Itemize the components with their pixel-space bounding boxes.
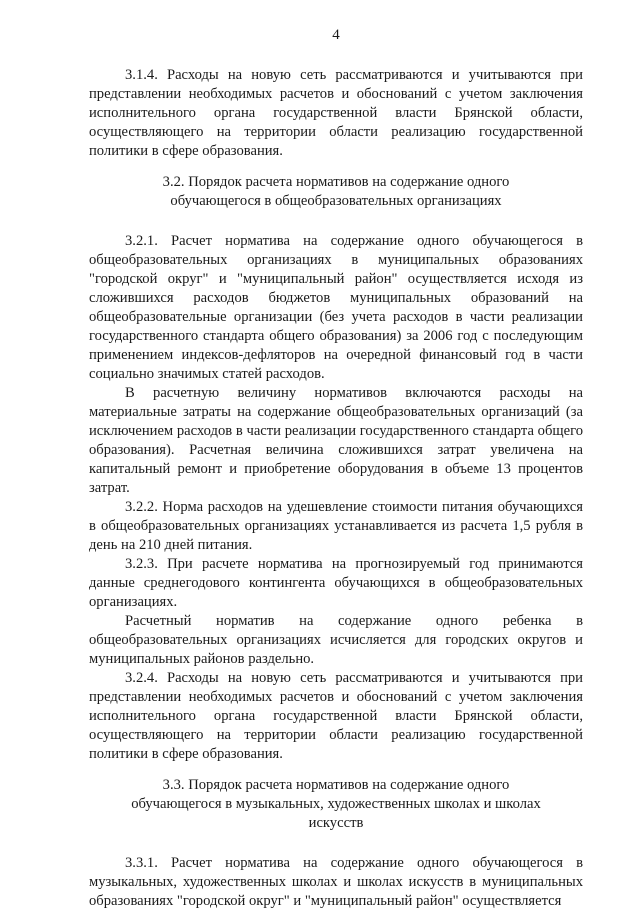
paragraph-3-2-1: 3.2.1. Расчет норматива на содержание одного обучающегося в общеобразовательных организациях в муниципальных образованиях "городской округ" и "муниципальный район" осуществляется исходя из сложившихся расходов бюджетов муниципальных образований на общеобразовательные организации (без учета расходов в части реализации государственного стандарта общего образования) за 2006 год с последующим применением индексов-дефляторов на очередной финансовый год в части социально значимых статей расходов. xyxy=(89,233,583,382)
paragraph-3-2-3: 3.2.3. При расчете норматива на прогнозируемый год принимаются данные среднегодового контингента обучающихся в общеобразовательных организациях. xyxy=(89,556,583,610)
document-page xyxy=(89,26,583,911)
paragraph-calc-norm: Расчетный норматив на содержание одного ребенка в общеобразовательных организациях исчисляется для городских округов и муниципальных районов раздельно. xyxy=(89,613,583,667)
paragraph-3-1-4: 3.1.4. Расходы на новую сеть рассматриваются и учитываются при представлении необходимых расчетов и обоснований с учетом заключения исполнительного органа государственной власти Брянской области, осуществляющего на территории области реализацию государственной политики в сфере образования. xyxy=(89,67,583,159)
paragraph-3-2-4: 3.2.4. Расходы на новую сеть рассматриваются и учитываются при представлении необходимых расчетов и обоснований с учетом заключения исполнительного органа государственной власти Брянской области, осуществляющего на территории области реализацию государственной политики в сфере образования. xyxy=(89,670,583,762)
paragraph-calc-value: В расчетную величину нормативов включаются расходы на материальные затраты на содержание общеобразовательных организаций (за исключением расходов в части реализации государственного стандарта общего образования). Расчетная величина сложившихся затрат увеличена на капитальный ремонт и приобретение оборудования в объеме 13 процентов затрат. xyxy=(89,385,583,496)
paragraph-3-2-2: 3.2.2. Норма расходов на удешевление стоимости питания обучающихся в общеобразовательных организациях устанавливается из расчета 1,5 рубля в день на 210 дней питания. xyxy=(89,499,583,553)
paragraph-3-3-1: 3.3.1. Расчет норматива на содержание одного обучающегося в музыкальных, художественных школах и школах искусств в муниципальных образованиях "городской округ" и "муниципальный район" осуществляется xyxy=(89,855,583,909)
section-heading-3-3-text: 3.3. Порядок расчета нормативов на содержание одного обучающегося в музыкальных, художественных школах и школах искусств xyxy=(131,777,541,831)
section-heading-3-3 xyxy=(89,776,583,833)
section-heading-3-2 xyxy=(89,173,583,211)
section-heading-3-2-text: 3.2. Порядок расчета нормативов на содержание одного обучающегося в общеобразовательных организациях xyxy=(162,174,510,209)
page-number: 4 xyxy=(332,27,340,43)
